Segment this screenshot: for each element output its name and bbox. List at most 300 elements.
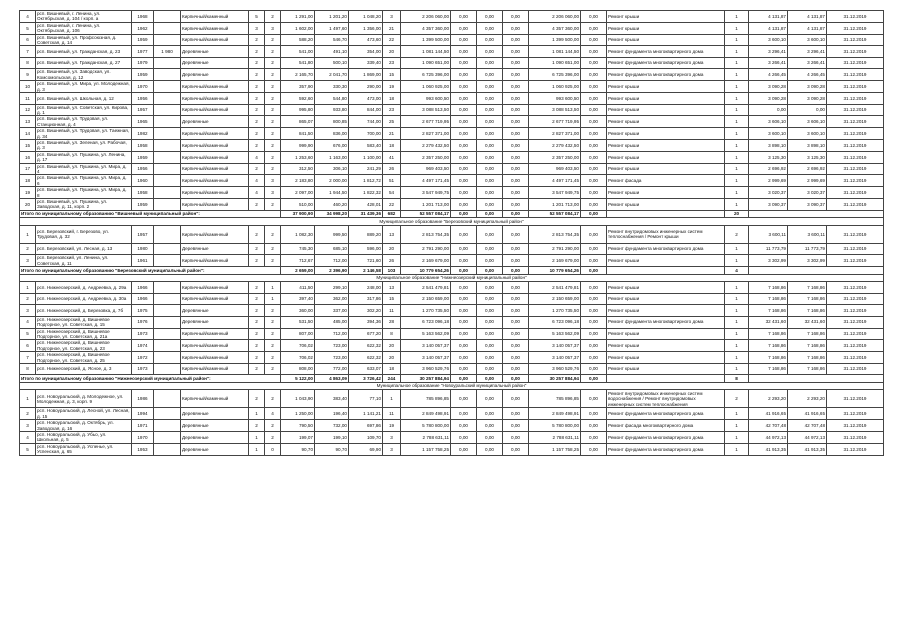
section-header-row xyxy=(20,218,884,226)
cell-s2 xyxy=(154,104,181,116)
cell-f4: 3 140 057,37 xyxy=(529,352,581,364)
cell-date: 31.12.2019 xyxy=(827,390,884,408)
table-row xyxy=(20,255,884,267)
cell-f2: 0,00 xyxy=(477,340,503,352)
table-row xyxy=(20,22,884,34)
cell-res: 41 xyxy=(383,151,401,163)
cell-f5: 0,00 xyxy=(581,340,607,352)
cell-wall: Кирпичный/каменный xyxy=(181,363,249,375)
cell-f4: 3 140 057,37 xyxy=(529,340,581,352)
total-label: Итого по муниципальному образованию "Березовский муниципальный район": xyxy=(20,267,281,275)
total-res: 682 xyxy=(383,210,401,218)
cell-f1: 0,00 xyxy=(451,293,477,305)
cell-work: Ремонт крыши xyxy=(607,93,725,105)
cell-area: 360,00 xyxy=(281,305,315,317)
section-header-row xyxy=(20,274,884,282)
cell-wall: Кирпичный/каменный xyxy=(181,128,249,140)
cell-area: 1 082,30 xyxy=(281,225,315,243)
cell-unit: 1 xyxy=(725,305,749,317)
cell-f5: 0,00 xyxy=(581,316,607,328)
total-f2: 0,00 xyxy=(477,375,503,383)
cell-f2: 0,00 xyxy=(477,432,503,444)
cell-f5: 0,00 xyxy=(581,104,607,116)
cell-f2: 0,00 xyxy=(477,282,503,294)
cell-res: 13 xyxy=(383,225,401,243)
cell-f4: 5 163 562,09 xyxy=(529,328,581,340)
cell-date: 31.12.2019 xyxy=(827,187,884,199)
cell-p1: 3 600,11 xyxy=(749,225,788,243)
cell-f5: 0,00 xyxy=(581,46,607,58)
cell-fl: 2 xyxy=(249,199,265,211)
cell-wall: Кирпичный/каменный xyxy=(181,34,249,46)
cell-f4: 2 279 432,50 xyxy=(529,140,581,152)
cell-a3: 394,36 xyxy=(349,316,383,328)
cell-area: 807,00 xyxy=(281,328,315,340)
cell-n: 13 xyxy=(20,116,36,128)
cell-f3: 0,00 xyxy=(503,352,529,364)
cell-addr: рсп. Березовский, ул. Лесная, д. 13 xyxy=(36,243,132,255)
cell-a2: 1 497,60 xyxy=(315,22,349,34)
cell-unit: 1 xyxy=(725,282,749,294)
cell-cost: 6 723 096,18 xyxy=(401,316,451,328)
cell-n: 10 xyxy=(20,81,36,93)
total-row xyxy=(20,210,884,218)
cell-addr: рсп. Вишневый, ул. Профсоюзная, д. Советская, д. 14 xyxy=(36,34,132,46)
cell-p2: 3 090,37 xyxy=(788,199,827,211)
cell-f1: 0,00 xyxy=(451,282,477,294)
cell-addr: рсп. Вишневый, ул. Зеленая, ул. Рабочая, д. 3 xyxy=(36,140,132,152)
table-row xyxy=(20,408,884,420)
cell-fl: 2 xyxy=(249,128,265,140)
cell-f1: 0,00 xyxy=(451,46,477,58)
table-row xyxy=(20,340,884,352)
total-label: Итого по муниципальному образованию "Вишневый муниципальный район": xyxy=(20,210,281,218)
cell-wall: Деревянные xyxy=(181,432,249,444)
cell-f5: 0,00 xyxy=(581,243,607,255)
cell-work: Ремонт крыши xyxy=(607,151,725,163)
cell-unit: 1 xyxy=(725,420,749,432)
cell-f5: 0,00 xyxy=(581,408,607,420)
cell-f1: 0,00 xyxy=(451,305,477,317)
cell-f1: 0,00 xyxy=(451,116,477,128)
cell-res: 21 xyxy=(383,128,401,140)
cell-work: Ремонт фундамента многоквартирного дома xyxy=(607,432,725,444)
cell-f4: 1 060 925,00 xyxy=(529,81,581,93)
cell-addr: рсп. Вишневый, ул. Пушкина, ул. Мира, д. 6 xyxy=(36,175,132,187)
cell-en: 2 xyxy=(265,116,281,128)
cell-unit: 1 xyxy=(725,34,749,46)
cell-s2 xyxy=(154,352,181,364)
cell-unit: 1 xyxy=(725,363,749,375)
cell-f2: 0,00 xyxy=(477,46,503,58)
cell-en: 2 xyxy=(265,225,281,243)
cell-area: 706,02 xyxy=(281,352,315,364)
cell-f1: 0,00 xyxy=(451,443,477,455)
cell-s2 xyxy=(154,282,181,294)
cell-p1: 44 972,13 xyxy=(749,432,788,444)
cell-wall: Деревянные xyxy=(181,443,249,455)
cell-p1: 3 266,41 xyxy=(749,57,788,69)
total-f2: 0,00 xyxy=(477,210,503,218)
cell-res: 23 xyxy=(383,104,401,116)
cell-f3: 0,00 xyxy=(503,420,529,432)
cell-n: 4 xyxy=(20,316,36,328)
cell-f2: 0,00 xyxy=(477,175,503,187)
cell-a2: 460,20 xyxy=(315,199,349,211)
cell-res: 15 xyxy=(383,293,401,305)
cell-f1: 0,00 xyxy=(451,81,477,93)
cell-a3: 1 822,32 xyxy=(349,187,383,199)
cell-p1: 3 090,28 xyxy=(749,93,788,105)
cell-year: 1966 xyxy=(132,293,154,305)
cell-f4: 4 497 171,45 xyxy=(529,175,581,187)
total-f4: 10 779 654,26 xyxy=(529,267,581,275)
cell-year: 1976 xyxy=(132,316,154,328)
cell-fl: 2 xyxy=(249,340,265,352)
table-row xyxy=(20,225,884,243)
table-row xyxy=(20,11,884,23)
total-row xyxy=(20,375,884,383)
cell-year: 1957 xyxy=(132,225,154,243)
cell-addr: рсп. Вишневый, г. Ленина, ул. Октябрьская, д. 106 xyxy=(36,22,132,34)
cell-addr: рсп. Вишневый, ул. Гражданская, д. 23 xyxy=(36,46,132,58)
cell-n: 5 xyxy=(20,22,36,34)
total-res: 103 xyxy=(383,267,401,275)
cell-fl: 2 xyxy=(249,225,265,243)
cell-date: 31.12.2019 xyxy=(827,46,884,58)
cell-date: 31.12.2019 xyxy=(827,305,884,317)
cell-a3: 339,40 xyxy=(349,57,383,69)
cell-date: 31.12.2019 xyxy=(827,420,884,432)
cell-work: Ремонт фундамента многоквартирного дома xyxy=(607,316,725,328)
cell-res: 13 xyxy=(383,282,401,294)
table-row xyxy=(20,81,884,93)
cell-en: 2 xyxy=(265,328,281,340)
table-row xyxy=(20,140,884,152)
cell-work: Ремонт фундамента многоквартирного дома xyxy=(607,57,725,69)
total-f3: 0,00 xyxy=(503,375,529,383)
cell-unit: 1 xyxy=(725,175,749,187)
cell-work: Ремонт внутридомовых инженерных систем теплоснабжения / Ремонт крыши xyxy=(607,225,725,243)
cell-year: 1973 xyxy=(132,328,154,340)
cell-res: 26 xyxy=(383,163,401,175)
cell-work: Ремонт крыши xyxy=(607,199,725,211)
cell-p1: 42 707,48 xyxy=(749,420,788,432)
cell-area: 2 165,70 xyxy=(281,69,315,81)
cell-f1: 0,00 xyxy=(451,225,477,243)
cell-a2: 485,00 xyxy=(315,316,349,328)
cell-en: 2 xyxy=(265,81,281,93)
cell-n: 8 xyxy=(20,57,36,69)
cell-p1: 3 600,10 xyxy=(749,34,788,46)
cell-unit: 1 xyxy=(725,199,749,211)
total-a3: 2 146,58 xyxy=(349,267,383,275)
cell-n: 6 xyxy=(20,340,36,352)
cell-f2: 0,00 xyxy=(477,420,503,432)
cell-p2: 3 600,10 xyxy=(788,128,827,140)
cell-unit: 1 xyxy=(725,46,749,58)
cell-a3: 473,00 xyxy=(349,93,383,105)
cell-f3: 0,00 xyxy=(503,316,529,328)
table-row xyxy=(20,432,884,444)
cell-date: 31.12.2019 xyxy=(827,175,884,187)
cell-f1: 0,00 xyxy=(451,432,477,444)
cell-fl: 2 xyxy=(249,282,265,294)
cell-a3: 697,86 xyxy=(349,420,383,432)
cell-unit: 1 xyxy=(725,104,749,116)
cell-date: 31.12.2019 xyxy=(827,116,884,128)
cell-date: 31.12.2019 xyxy=(827,432,884,444)
cell-f1: 0,00 xyxy=(451,187,477,199)
cell-p2: 11 773,79 xyxy=(788,243,827,255)
cell-addr: рсп. Вишневый, ул. Мира, ул. Молодежная, д. 3 xyxy=(37,81,130,92)
total-empty xyxy=(749,375,884,383)
cell-fl: 2 xyxy=(249,420,265,432)
cell-s2 xyxy=(154,93,181,105)
cell-s2 xyxy=(154,116,181,128)
cell-year: 1958 xyxy=(132,140,154,152)
cell-area: 865,07 xyxy=(281,116,315,128)
cell-en: 2 xyxy=(265,420,281,432)
table-row xyxy=(20,34,884,46)
cell-n: 1 xyxy=(20,225,36,243)
cell-a3: 1 812,72 xyxy=(349,175,383,187)
cell-f5: 0,00 xyxy=(581,175,607,187)
cell-addr: рсп. Нижнеозерский, д. Вишневое Подгорное, ул. Советская, д. 23 xyxy=(36,340,132,352)
cell-p2: 4 131,87 xyxy=(788,22,827,34)
total-cost: 10 779 654,26 xyxy=(401,267,451,275)
cell-p2: 3 898,10 xyxy=(788,140,827,152)
cell-year: 1994 xyxy=(132,408,154,420)
cell-s2 xyxy=(154,293,181,305)
cell-p2: 2 293,20 xyxy=(788,390,827,408)
cell-area: 790,50 xyxy=(281,420,315,432)
cell-a3: 744,00 xyxy=(349,116,383,128)
cell-a3: 302,20 xyxy=(349,305,383,317)
cell-res: 18 xyxy=(383,363,401,375)
cell-area: 706,02 xyxy=(281,340,315,352)
cell-year: 1971 xyxy=(132,420,154,432)
cell-f5: 0,00 xyxy=(581,140,607,152)
cell-wall: Кирпичный/каменный xyxy=(181,175,249,187)
cell-s2 xyxy=(154,163,181,175)
cell-f1: 0,00 xyxy=(451,175,477,187)
table-row xyxy=(20,199,884,211)
cell-addr: рсп. Нижнеозерский, д. Березовка, д. 7б xyxy=(36,305,132,317)
cell-f3: 0,00 xyxy=(503,408,529,420)
cell-work: Ремонт фундамента многоквартирного дома xyxy=(607,408,725,420)
cell-unit: 1 xyxy=(725,328,749,340)
cell-wall: Деревянные xyxy=(181,305,249,317)
cell-fl: 2 xyxy=(249,104,265,116)
cell-area: 541,00 xyxy=(281,46,315,58)
cell-area: 1 250,00 xyxy=(281,408,315,420)
total-cost: 52 557 084,17 xyxy=(401,210,451,218)
cell-f3: 0,00 xyxy=(503,225,529,243)
cell-area: 1 602,00 xyxy=(281,22,315,34)
cell-addr: рсп. Вишневый, ул. Трудовая, ул. Станционная, д. 4 xyxy=(36,116,132,128)
cell-date: 31.12.2019 xyxy=(827,443,884,455)
cell-p2: 3 266,41 xyxy=(788,57,827,69)
cell-en: 2 xyxy=(265,104,281,116)
cell-f4: 3 547 949,75 xyxy=(529,187,581,199)
cell-year: 1979 xyxy=(132,57,154,69)
cell-a2: 306,10 xyxy=(315,163,349,175)
cell-unit: 1 xyxy=(725,255,749,267)
cell-f4: 6 723 096,18 xyxy=(529,316,581,328)
cell-f5: 0,00 xyxy=(581,225,607,243)
cell-wall: Кирпичный/каменный xyxy=(181,163,249,175)
cell-p1: 7 168,86 xyxy=(749,363,788,375)
cell-n: 2 xyxy=(20,408,36,420)
cell-area: 808,00 xyxy=(281,363,315,375)
cell-area: 2 183,80 xyxy=(281,175,315,187)
cell-f4: 3 960 529,76 xyxy=(529,363,581,375)
cell-f4: 2 677 719,95 xyxy=(529,116,581,128)
cell-en: 2 xyxy=(265,93,281,105)
cell-a3: 428,01 xyxy=(349,199,383,211)
cell-date: 31.12.2019 xyxy=(827,293,884,305)
cell-a3: 69,90 xyxy=(349,443,383,455)
cell-addr: рсп. Вишневый, ул. Пушкина, ул. Ленина, д. 17 xyxy=(36,151,132,163)
cell-addr: рсп. Нижнеозерский, д. Андреевка, д. 30а xyxy=(36,293,132,305)
cell-f1: 0,00 xyxy=(451,420,477,432)
cell-addr: рсп. Вишневый, ул. Заводская, ул. Комсомольская, д. 12 xyxy=(36,69,132,81)
cell-addr: рсп. Новоуральский, д. Октябрь, ул. Заводская, д. 16 xyxy=(36,420,132,432)
cell-f5: 0,00 xyxy=(581,305,607,317)
cell-a2: 2 041,70 xyxy=(315,69,349,81)
cell-wall: Кирпичный/каменный xyxy=(181,390,249,408)
cell-en: 2 xyxy=(265,151,281,163)
cell-en: 3 xyxy=(265,187,281,199)
cell-f5: 0,00 xyxy=(581,420,607,432)
cell-f5: 0,00 xyxy=(581,151,607,163)
cell-area: 510,00 xyxy=(281,199,315,211)
cell-s2 xyxy=(154,175,181,187)
cell-unit: 1 xyxy=(725,128,749,140)
cell-a2: 676,00 xyxy=(315,140,349,152)
cell-a2: 732,00 xyxy=(315,420,349,432)
cell-unit: 1 xyxy=(725,163,749,175)
cell-n: 2 xyxy=(20,293,36,305)
cell-f2: 0,00 xyxy=(477,116,503,128)
cell-wall: Деревянные xyxy=(181,420,249,432)
cell-wall: Кирпичный/каменный xyxy=(181,93,249,105)
cell-work: Ремонт крыши xyxy=(607,363,725,375)
cell-f4: 1 157 758,25 xyxy=(529,443,581,455)
cell-wall: Кирпичный/каменный xyxy=(181,11,249,23)
cell-area: 397,40 xyxy=(281,293,315,305)
cell-en: 2 xyxy=(265,340,281,352)
cell-date: 31.12.2019 xyxy=(827,340,884,352)
cell-year: 1953 xyxy=(132,443,154,455)
cell-year: 1968 xyxy=(132,11,154,23)
cell-en: 2 xyxy=(265,243,281,255)
cell-p2: 0,00 xyxy=(788,104,827,116)
total-work-empty xyxy=(607,375,725,383)
cell-f5: 0,00 xyxy=(581,390,607,408)
cell-f2: 0,00 xyxy=(477,305,503,317)
cell-wall: Кирпичный/каменный xyxy=(181,282,249,294)
cell-p1: 32 431,60 xyxy=(749,316,788,328)
cell-a3: 721,60 xyxy=(349,255,383,267)
cell-date: 31.12.2019 xyxy=(827,243,884,255)
cell-fl: 2 xyxy=(249,57,265,69)
cell-p2: 4 131,87 xyxy=(788,11,827,23)
cell-res: 20 xyxy=(383,340,401,352)
cell-f3: 0,00 xyxy=(503,255,529,267)
cell-cost: 6 725 396,00 xyxy=(401,69,451,81)
cell-f4: 2 827 371,00 xyxy=(529,128,581,140)
cell-f2: 0,00 xyxy=(477,34,503,46)
cell-s2 xyxy=(154,432,181,444)
cell-year: 1958 xyxy=(132,187,154,199)
cell-cost: 3 088 513,50 xyxy=(401,104,451,116)
cell-en: 2 xyxy=(265,163,281,175)
table-row xyxy=(20,293,884,305)
section-title: Муниципальное образование "Нижнеозерский муниципальный район" xyxy=(20,274,884,282)
cell-cost: 785 896,85 xyxy=(401,390,451,408)
cell-addr: рсп. Нижнеозерский, д. Вишневое Подгорное, ул. Советская, д. 25 xyxy=(36,352,132,364)
cell-p2: 44 972,13 xyxy=(788,432,827,444)
cell-a3: 633,07 xyxy=(349,363,383,375)
cell-f3: 0,00 xyxy=(503,93,529,105)
cell-p1: 4 131,87 xyxy=(749,11,788,23)
cell-date: 31.12.2019 xyxy=(827,163,884,175)
cell-area: 541,80 xyxy=(281,57,315,69)
cell-n: 3 xyxy=(20,420,36,432)
cell-en: 4 xyxy=(265,408,281,420)
cell-n: 7 xyxy=(20,46,36,58)
cell-en: 2 xyxy=(265,316,281,328)
total-area: 2 659,00 xyxy=(281,267,315,275)
cell-en: 2 xyxy=(265,11,281,23)
section-title: Муниципальное образование "Новоуральский муниципальный район" xyxy=(20,382,884,390)
total-res: 244 xyxy=(383,375,401,383)
cell-cost: 2 791 290,00 xyxy=(401,243,451,255)
cell-p1: 3 898,10 xyxy=(749,140,788,152)
cell-f4: 785 896,85 xyxy=(529,390,581,408)
cell-f1: 0,00 xyxy=(451,199,477,211)
cell-en: 2 xyxy=(265,305,281,317)
cell-unit: 1 xyxy=(725,408,749,420)
cell-en: 2 xyxy=(265,34,281,46)
cell-p2: 41 913,35 xyxy=(788,443,827,455)
cell-a2: 330,30 xyxy=(315,81,349,93)
cell-area: 841,50 xyxy=(281,128,315,140)
cell-p1: 3 600,10 xyxy=(749,128,788,140)
cell-en: 2 xyxy=(265,199,281,211)
cell-unit: 1 xyxy=(725,187,749,199)
cell-a2: 772,00 xyxy=(315,363,349,375)
cell-f2: 0,00 xyxy=(477,81,503,93)
cell-f3: 0,00 xyxy=(503,69,529,81)
table-row xyxy=(20,128,884,140)
cell-wall: Кирпичный/каменный xyxy=(181,255,249,267)
cell-f5: 0,00 xyxy=(581,432,607,444)
cell-p1: 3 302,99 xyxy=(749,255,788,267)
cell-f3: 0,00 xyxy=(503,11,529,23)
total-empty xyxy=(749,267,884,275)
cell-f3: 0,00 xyxy=(503,305,529,317)
cell-year: 1959 xyxy=(132,199,154,211)
cell-n: 9 xyxy=(20,69,36,81)
table-row xyxy=(20,151,884,163)
cell-year: 1977 xyxy=(132,46,154,58)
cell-s2 xyxy=(154,340,181,352)
cell-date: 31.12.2019 xyxy=(827,328,884,340)
cell-a3: 248,00 xyxy=(349,282,383,294)
